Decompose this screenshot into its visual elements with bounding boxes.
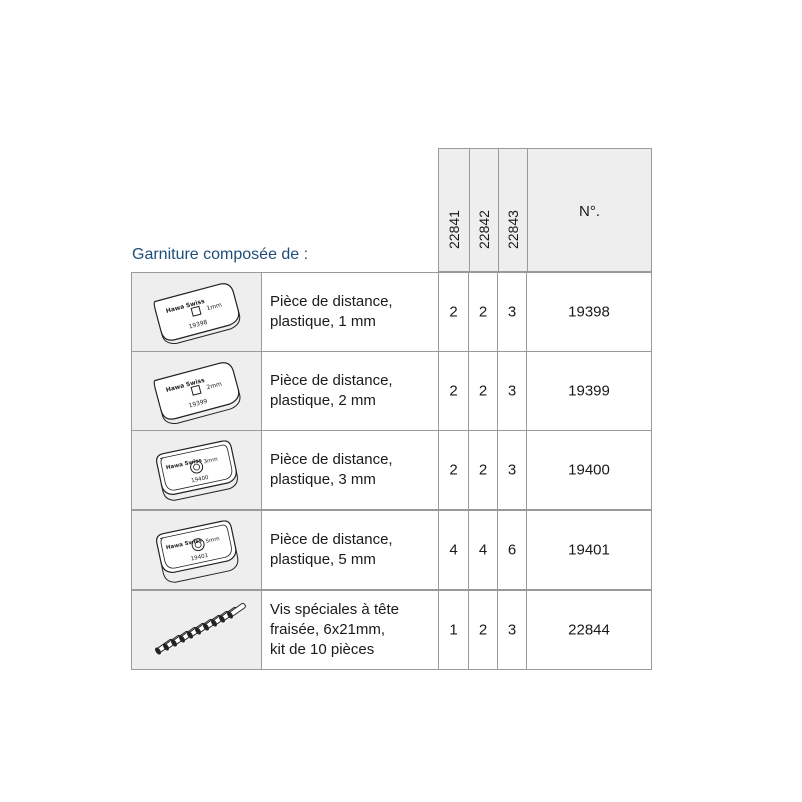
qty-22841-cell (438, 430, 469, 510)
qty-22843-cell (497, 590, 527, 670)
row-description (270, 371, 434, 411)
row-description-cell (261, 272, 439, 352)
qty-22842-cell (468, 430, 498, 510)
qty-value: 2 (478, 621, 488, 639)
row-image-cell (131, 510, 262, 590)
header-variant-22841 (438, 148, 470, 272)
qty-value: 4 (478, 541, 488, 559)
header-variant-label: 22841 (446, 210, 462, 249)
qty-22843-cell (497, 510, 527, 590)
part-number-cell (526, 272, 652, 352)
qty-value: 2 (478, 382, 488, 400)
svg-text:Hawa Swiss: Hawa Swiss (165, 537, 203, 552)
row-description (270, 600, 434, 660)
qty-value: 2 (449, 461, 458, 479)
svg-text:19399: 19399 (187, 397, 209, 410)
part-number-cell (526, 351, 652, 431)
row-image-cell (131, 590, 262, 670)
qty-22843-cell (497, 351, 527, 431)
qty-22843-cell (497, 272, 527, 352)
svg-text:19398: 19398 (187, 318, 209, 331)
row-description-cell (261, 590, 439, 670)
qty-value: 2 (478, 303, 488, 321)
description-line: plastique, 5 mm (270, 551, 376, 568)
spacer-plate-2mm-icon (132, 352, 262, 431)
row-description-cell (261, 351, 439, 431)
qty-value: 4 (449, 541, 458, 559)
description-line: plastique, 2 mm (270, 392, 376, 409)
description-line: plastique, 1 mm (270, 313, 376, 330)
part-number-cell (526, 430, 652, 510)
spacer-plate-1mm-icon (132, 273, 262, 352)
qty-22841-cell (438, 272, 469, 352)
description-line: Pièce de distance, (270, 531, 393, 548)
part-number: 19400 (568, 461, 610, 479)
table-row (132, 591, 652, 671)
header-variant-label: 22843 (505, 210, 521, 249)
part-number-cell (526, 590, 652, 670)
svg-text:5mm: 5mm (205, 536, 221, 545)
qty-22842-cell (468, 590, 498, 670)
svg-text:1mm: 1mm (205, 301, 223, 313)
qty-22841-cell (438, 590, 469, 670)
qty-22842-cell (468, 510, 498, 590)
qty-value: 1 (449, 621, 458, 639)
description-line: fraisée, 6x21mm, (270, 621, 386, 638)
header-variant-label: 22842 (476, 210, 492, 249)
svg-text:3mm: 3mm (203, 456, 219, 466)
spacer-plate-5mm-icon (132, 511, 262, 590)
part-number: 19398 (568, 303, 610, 321)
table-row (132, 431, 652, 511)
table-row (132, 273, 652, 353)
table-row (132, 352, 652, 432)
svg-text:19400: 19400 (190, 474, 210, 485)
row-image-cell (131, 272, 262, 352)
row-description (270, 292, 434, 332)
part-number: 22844 (568, 621, 610, 639)
qty-value: 6 (507, 541, 517, 559)
row-description (270, 450, 434, 490)
header-number (527, 148, 652, 272)
row-image-cell (131, 430, 262, 510)
qty-value: 2 (449, 303, 458, 321)
svg-text:Hawa Swiss: Hawa Swiss (165, 376, 206, 394)
row-description-cell (261, 430, 439, 510)
part-number-cell (526, 510, 652, 590)
description-line: Pièce de distance, (270, 293, 393, 310)
qty-value: 3 (507, 303, 517, 321)
qty-22842-cell (468, 351, 498, 431)
description-line: Vis spéciales à tête (270, 601, 399, 618)
qty-22843-cell (497, 430, 527, 510)
description-line: kit de 10 pièces (270, 641, 375, 658)
row-description (270, 530, 434, 570)
qty-value: 3 (507, 461, 517, 479)
qty-value: 2 (478, 461, 488, 479)
qty-22842-cell (468, 272, 498, 352)
qty-22841-cell (438, 510, 469, 590)
part-number: 19399 (568, 382, 610, 400)
header-variant-22843 (498, 148, 528, 272)
svg-text:19401: 19401 (190, 552, 209, 563)
description-line: Pièce de distance, (270, 372, 393, 389)
svg-text:2mm: 2mm (205, 380, 223, 392)
qty-value: 2 (449, 382, 458, 400)
description-line: Pièce de distance, (270, 451, 393, 468)
svg-text:Hawa Swiss: Hawa Swiss (165, 297, 206, 315)
row-description-cell (261, 510, 439, 590)
screws-set-icon (132, 591, 262, 670)
spacer-plate-3mm-icon (132, 431, 262, 510)
header-variant-22842 (469, 148, 499, 272)
qty-value: 3 (507, 382, 517, 400)
table-title: Garniture composée de : (132, 246, 309, 263)
qty-value: 3 (507, 621, 517, 639)
svg-text:Hawa Swiss: Hawa Swiss (165, 457, 203, 472)
table-row (132, 511, 652, 591)
row-image-cell (131, 351, 262, 431)
qty-22841-cell (438, 351, 469, 431)
part-number: 19401 (568, 541, 610, 559)
description-line: plastique, 3 mm (270, 471, 376, 488)
header-number-label: N°. (579, 203, 600, 220)
